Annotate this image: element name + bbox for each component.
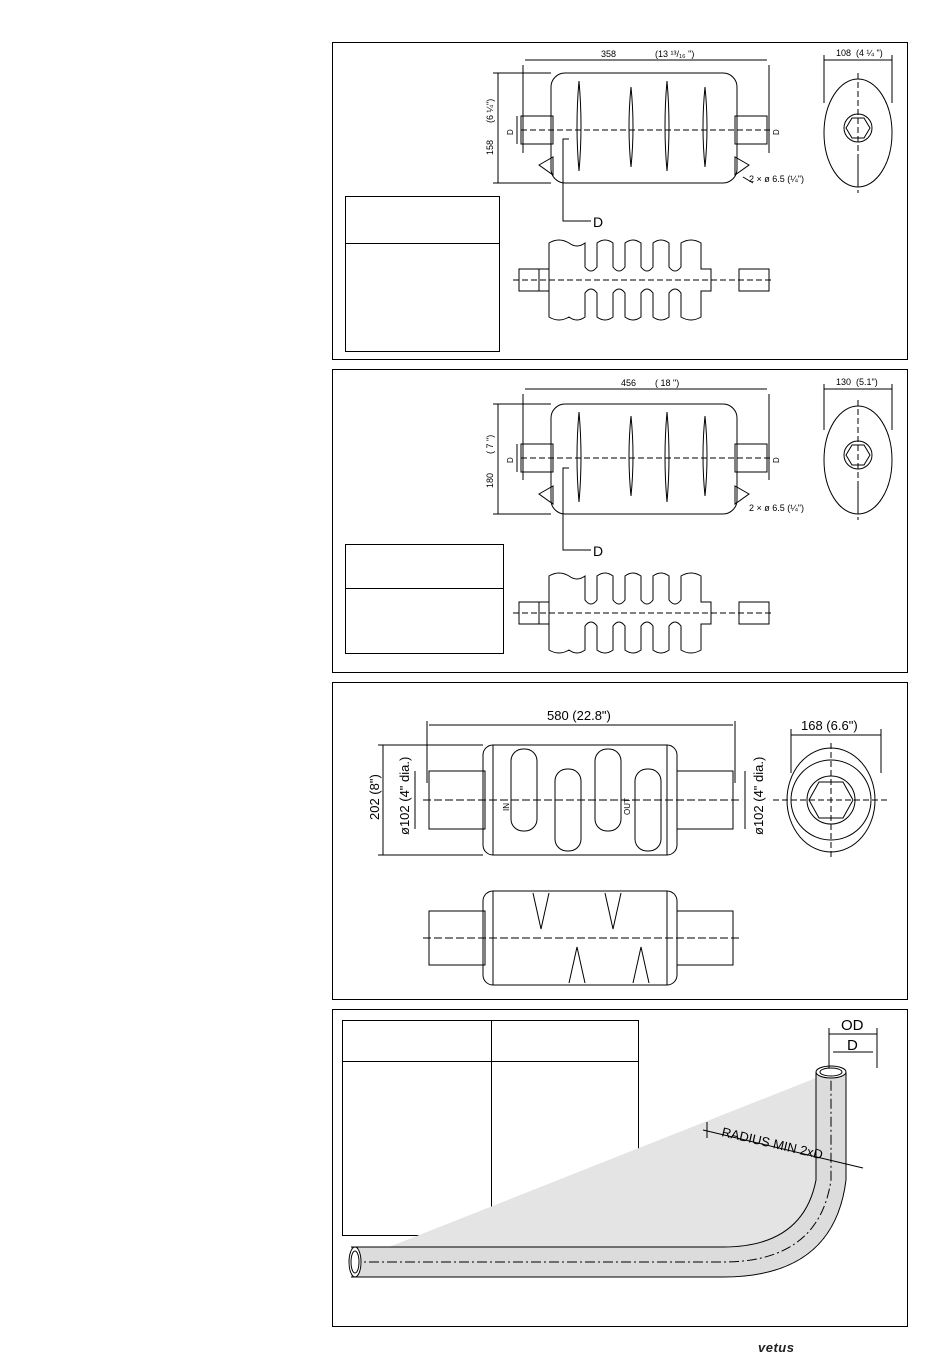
height-dimension: 202 (8") — [367, 774, 382, 820]
length-inch: ( 18 ") — [655, 378, 680, 388]
width-inch: (4 ¼ ") — [856, 48, 883, 58]
od-label: OD — [841, 1017, 864, 1034]
out-label: OUT — [623, 798, 632, 815]
hose-bend-drawing — [333, 1010, 909, 1328]
width-inch: (5.1") — [856, 377, 878, 387]
muffler-drawing-3 — [333, 683, 909, 1001]
height-mm: 158 — [485, 139, 495, 155]
length-mm: 456 — [621, 378, 637, 388]
d-label-right: D — [772, 457, 781, 463]
width-mm: 108 — [836, 48, 852, 58]
d-label-right: D — [772, 129, 781, 135]
outlet-diameter: ø102 (4" dia.) — [751, 756, 766, 835]
width-mm: 130 — [836, 377, 852, 387]
muffler-panel-1 — [332, 42, 908, 360]
width-dimension: 168 (6.6") — [801, 718, 858, 733]
muffler-panel-2 — [332, 369, 908, 673]
inlet-diameter: ø102 (4" dia.) — [397, 756, 412, 835]
mounting-holes: 2 × ø 6.5 (¼") — [749, 174, 804, 184]
height-inch: (6 ¼") — [485, 98, 495, 123]
spec-table-2 — [345, 544, 504, 654]
in-label: IN — [502, 803, 511, 811]
length-mm: 358 — [601, 49, 617, 59]
spec-table-1 — [345, 196, 500, 352]
height-mm: 180 — [485, 472, 495, 488]
d-label-left: D — [506, 129, 515, 135]
callout-d: D — [593, 214, 604, 230]
height-inch: ( 7 ") — [485, 434, 495, 454]
length-dimension: 580 (22.8") — [547, 708, 611, 723]
vetus-logo: vetus — [758, 1340, 795, 1355]
mounting-holes: 2 × ø 6.5 (¼") — [749, 503, 804, 513]
radius-label: RADIUS MIN 2xD — [720, 1124, 825, 1163]
d-label: D — [847, 1037, 858, 1054]
muffler-panel-3 — [332, 682, 908, 1000]
hose-panel — [332, 1009, 908, 1327]
callout-d: D — [593, 543, 604, 559]
d-label-left: D — [506, 457, 515, 463]
length-inch: (13 ¹³/₁₆ ") — [655, 49, 695, 59]
